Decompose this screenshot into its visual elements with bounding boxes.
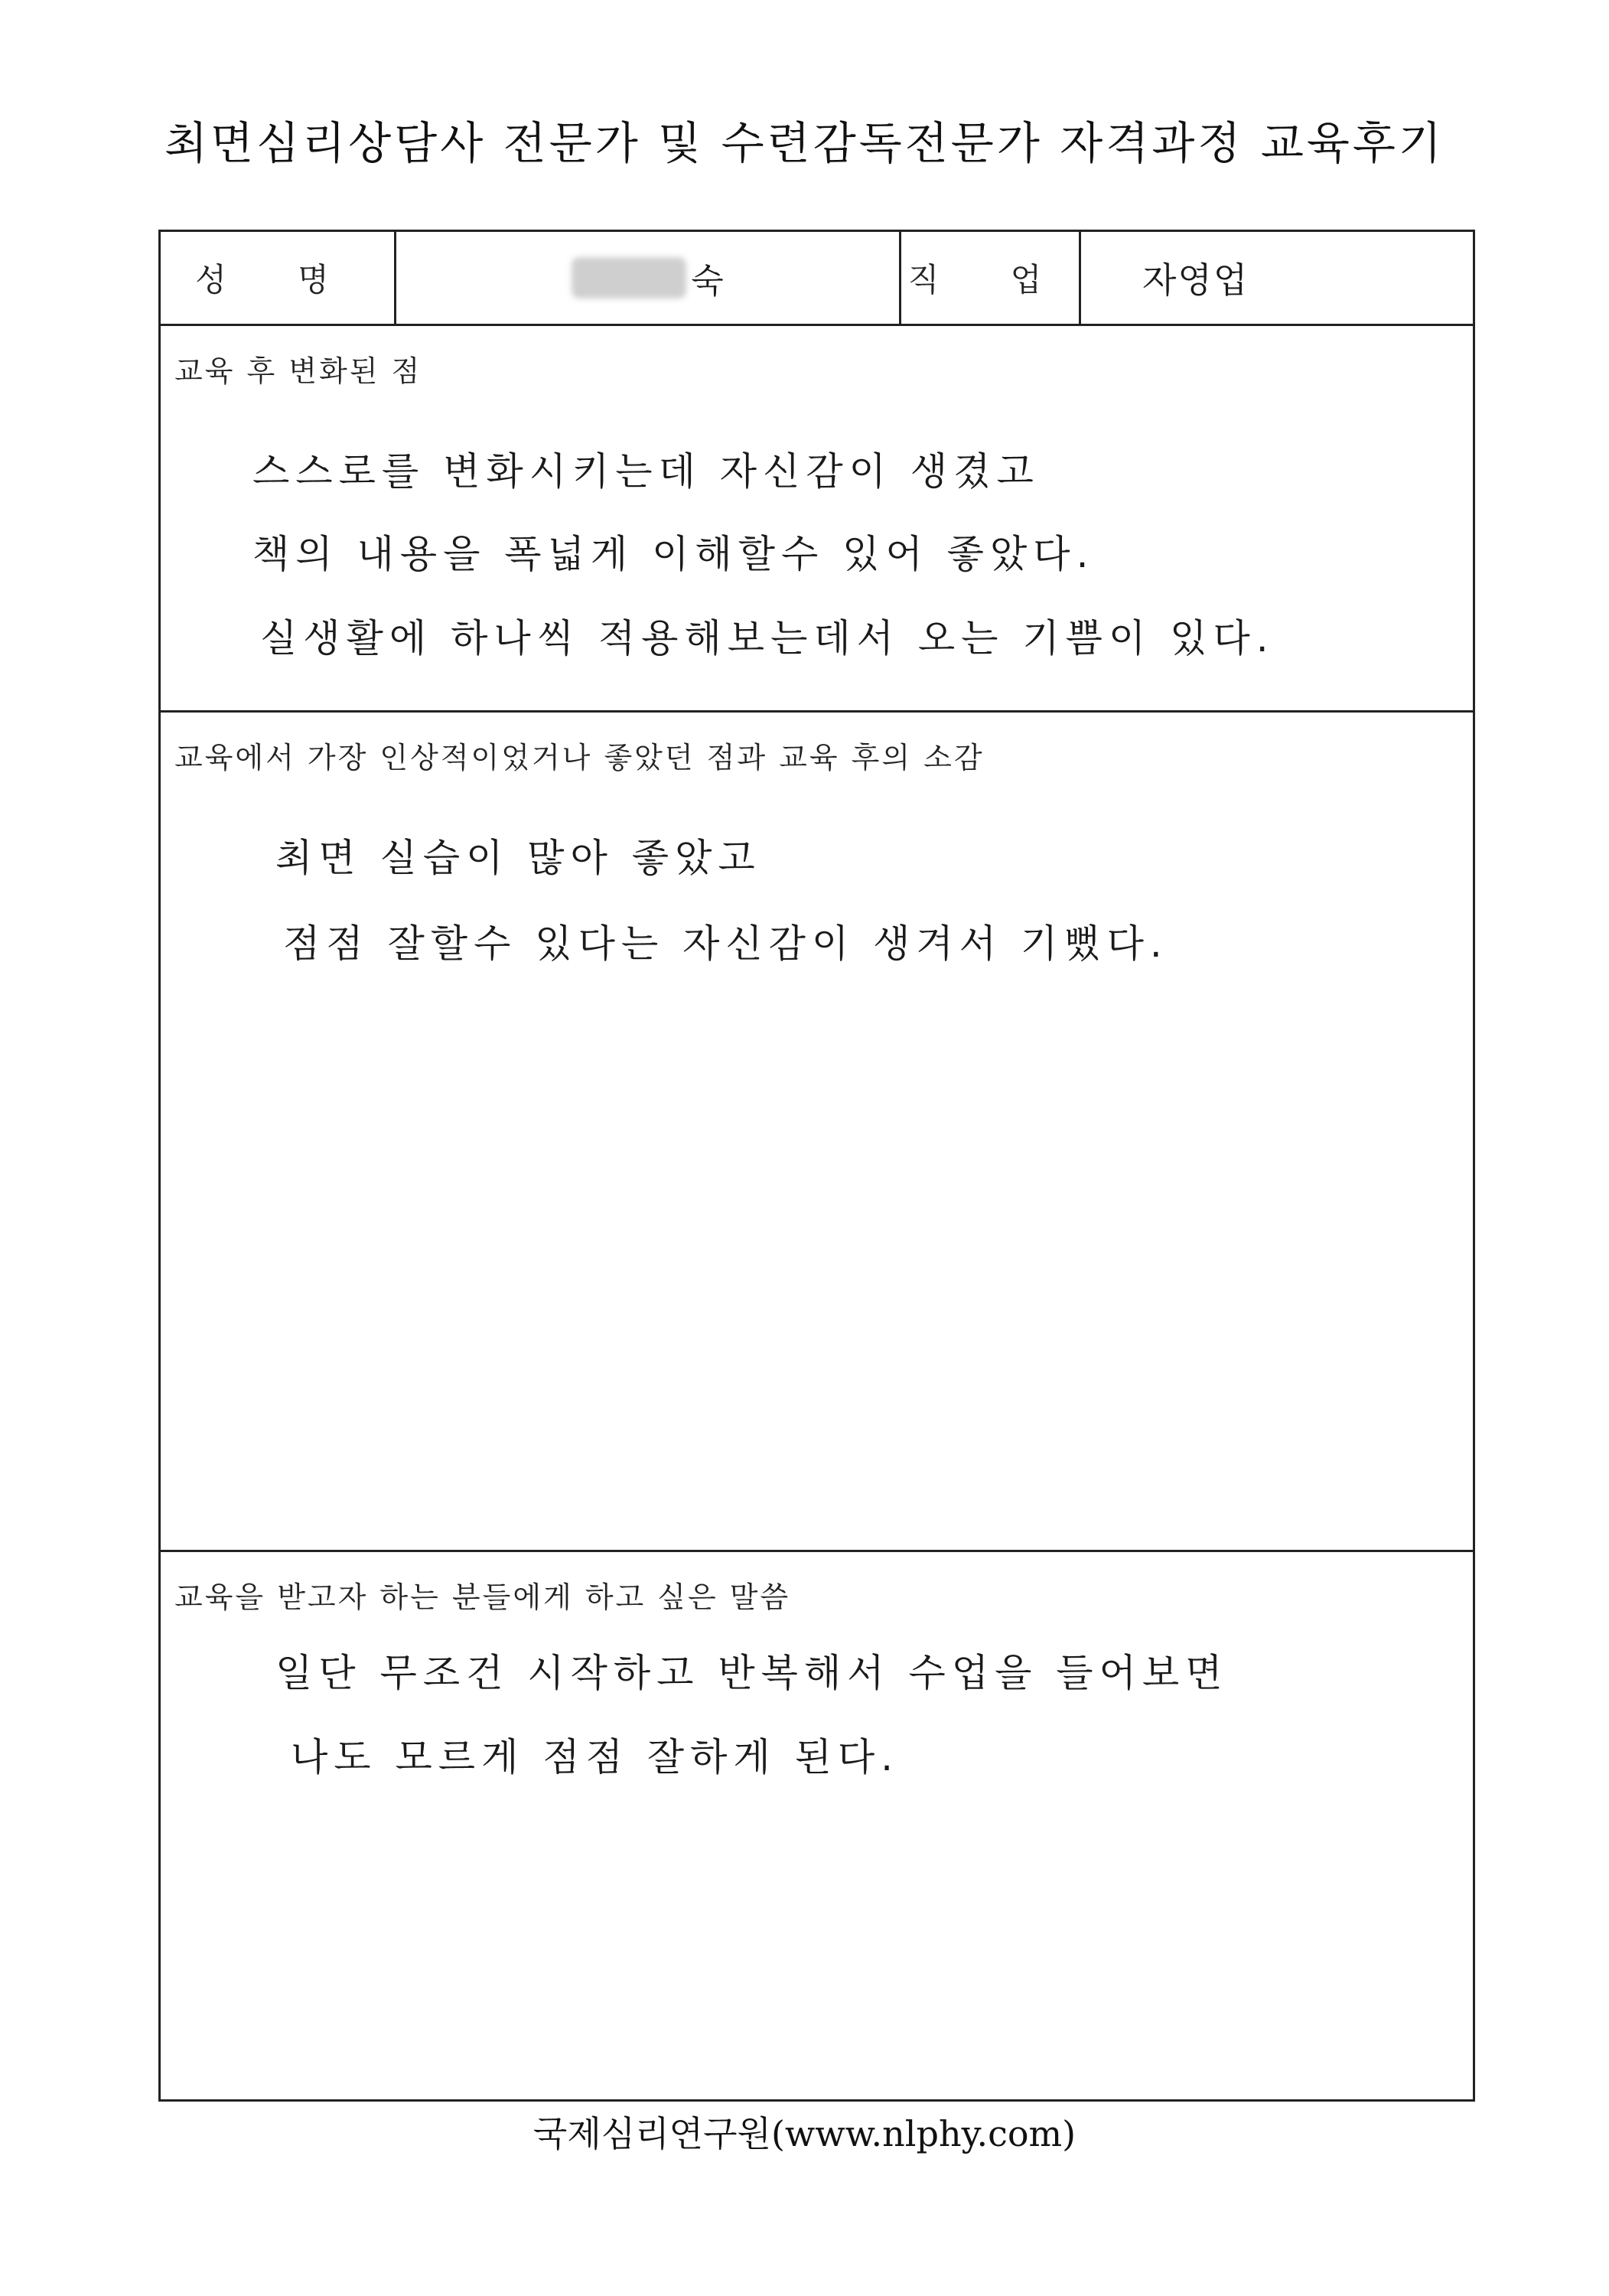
handwritten-line: 일단 무조건 시작하고 반복해서 수업을 들어보면 <box>275 1651 1229 1695</box>
review-form <box>158 230 1475 2102</box>
section-heading: 교육 후 변화된 점 <box>174 354 422 388</box>
handwritten-line: 최면 실습이 많아 좋았고 <box>275 836 761 880</box>
redacted-name <box>572 257 686 298</box>
header-row <box>161 232 1473 326</box>
name-value: 숙 <box>691 262 724 301</box>
job-value-cell <box>1081 232 1473 324</box>
name-label: 성 명 <box>195 261 360 298</box>
section-impressions <box>161 713 1473 1552</box>
footer-organization: 국제심리연구원(www.nlphy.com) <box>533 2113 1076 2154</box>
handwritten-line: 책의 내용을 폭넓게 이해할수 있어 좋았다. <box>252 532 1095 576</box>
page-title: 최면심리상담사 전문가 및 수련감독전문가 자격과정 교육후기 <box>164 117 1445 169</box>
job-label-cell <box>901 232 1081 324</box>
job-label: 직 업 <box>907 261 1073 298</box>
handwritten-line: 나도 모르게 점점 잘하게 된다. <box>291 1735 900 1779</box>
name-value-cell <box>396 232 901 324</box>
handwritten-line: 실생활에 하나씩 적용해보는데서 오는 기쁨이 있다. <box>260 616 1275 660</box>
section-changes <box>161 326 1473 713</box>
section-heading: 교육에서 가장 인상적이었거나 좋았던 점과 교육 후의 소감 <box>174 741 985 775</box>
handwritten-line: 점점 잘할수 있다는 자신감이 생겨서 기뻤다. <box>283 921 1168 966</box>
handwritten-line: 스스로를 변화시키는데 자신감이 생겼고 <box>252 449 1040 494</box>
name-label-cell <box>161 232 396 324</box>
section-advice <box>161 1552 1473 2099</box>
section-heading: 교육을 받고자 하는 분들에게 하고 싶은 말씀 <box>174 1580 791 1614</box>
job-value: 자영업 <box>1142 259 1249 301</box>
